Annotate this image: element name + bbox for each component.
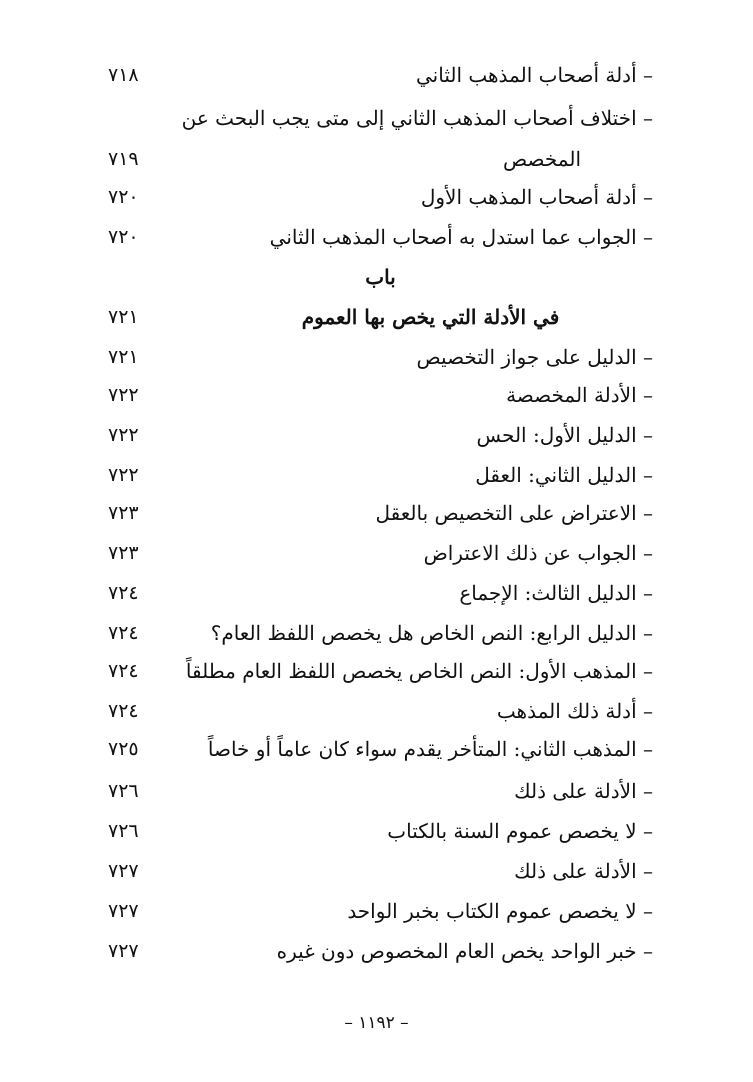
- toc-entry: [108, 692, 653, 730]
- section-title: في الأدلة التي يخص بها العموم: [301, 305, 560, 329]
- entry-title: – الجواب عن ذلك الاعتراض: [423, 541, 653, 565]
- toc-entry: [108, 376, 653, 414]
- entry-title: – المذهب الأول: النص الخاص يخصص اللفظ العام مطلقاً: [185, 659, 653, 683]
- entry-page-number: ٧٢٧: [108, 860, 139, 882]
- entry-page-number: ٧٢١: [108, 306, 139, 328]
- entry-page-number: ٧١٩: [108, 148, 139, 170]
- entry-page-number: ٧٢٠: [108, 226, 139, 248]
- entry-title: المخصص: [503, 147, 581, 171]
- entry-title: – أدلة أصحاب المذهب الأول: [420, 185, 653, 209]
- toc-entry: [108, 892, 653, 930]
- entry-title: – الجواب عما استدل به أصحاب المذهب الثاني: [269, 225, 653, 249]
- entry-title: – الدليل على جواز التخصيص: [416, 345, 653, 369]
- toc-entry: [108, 932, 653, 970]
- entry-title: – الاعتراض على التخصيص بالعقل: [375, 501, 653, 525]
- toc-entry: [108, 534, 653, 572]
- entry-title: – خبر الواحد يخص العام المخصوص دون غيره: [276, 939, 653, 963]
- section-heading: باب: [365, 265, 396, 289]
- toc-entry: [108, 416, 653, 454]
- section-title-entry: [108, 298, 653, 336]
- entry-page-number: ٧٢١: [108, 346, 139, 368]
- entry-page-number: ٧٢٢: [108, 424, 139, 446]
- toc-entry: [108, 772, 653, 810]
- entry-title: – أدلة أصحاب المذهب الثاني: [416, 63, 653, 87]
- toc-entry: [108, 99, 653, 137]
- entry-title: – الدليل الأول: الحس: [476, 423, 653, 447]
- entry-title: – لا يخصص عموم الكتاب بخبر الواحد: [347, 899, 653, 923]
- entry-page-number: ٧٢٦: [108, 820, 139, 842]
- entry-page-number: ٧٢٠: [108, 186, 139, 208]
- entry-page-number: ٧٢٦: [108, 780, 139, 802]
- entry-page-number: ٧٢٧: [108, 940, 139, 962]
- toc-entry: [108, 652, 653, 690]
- entry-title: – الدليل الثاني: العقل: [475, 463, 653, 487]
- entry-title: – لا يخصص عموم السنة بالكتاب: [387, 819, 653, 843]
- entry-page-number: ٧٢٤: [108, 700, 139, 722]
- page-number-footer: – ١١٩٢ –: [344, 1013, 409, 1033]
- entry-page-number: ٧٢٢: [108, 384, 139, 406]
- toc-entry-continuation: [108, 140, 653, 178]
- toc-entry: [108, 574, 653, 612]
- entry-page-number: ٧٢٧: [108, 900, 139, 922]
- entry-page-number: ٧٢٤: [108, 582, 139, 604]
- toc-entry: [108, 812, 653, 850]
- entry-page-number: ٧٢٤: [108, 622, 139, 644]
- entry-page-number: ٧١٨: [108, 64, 139, 86]
- entry-page-number: ٧٢٤: [108, 660, 139, 682]
- toc-entry: [108, 178, 653, 216]
- toc-entry: [108, 456, 653, 494]
- toc-entry: [108, 494, 653, 532]
- entry-title: – الأدلة على ذلك: [514, 859, 653, 883]
- entry-title: – الدليل الرابع: النص الخاص هل يخصص اللفظ العام؟: [210, 621, 653, 645]
- entry-page-number: ٧٢٥: [108, 738, 139, 760]
- entry-title: – أدلة ذلك المذهب: [496, 699, 653, 723]
- entry-title: – الدليل الثالث: الإجماع: [459, 581, 653, 605]
- entry-page-number: ٧٢٣: [108, 502, 139, 524]
- toc-entry: [108, 852, 653, 890]
- entry-page-number: ٧٢٢: [108, 464, 139, 486]
- entry-title: – الأدلة المخصصة: [506, 383, 653, 407]
- toc-entry: [108, 730, 653, 768]
- entry-title: – الأدلة على ذلك: [514, 779, 653, 803]
- entry-title: – المذهب الثاني: المتأخر يقدم سواء كان عاماً أو خاصاً: [207, 737, 653, 761]
- entry-title: – اختلاف أصحاب المذهب الثاني إلى متى يجب البحث عن: [181, 106, 653, 130]
- toc-entry: [108, 218, 653, 256]
- entry-page-number: ٧٢٣: [108, 542, 139, 564]
- toc-entry: [108, 338, 653, 376]
- toc-entry: [108, 614, 653, 652]
- toc-entry: [108, 56, 653, 94]
